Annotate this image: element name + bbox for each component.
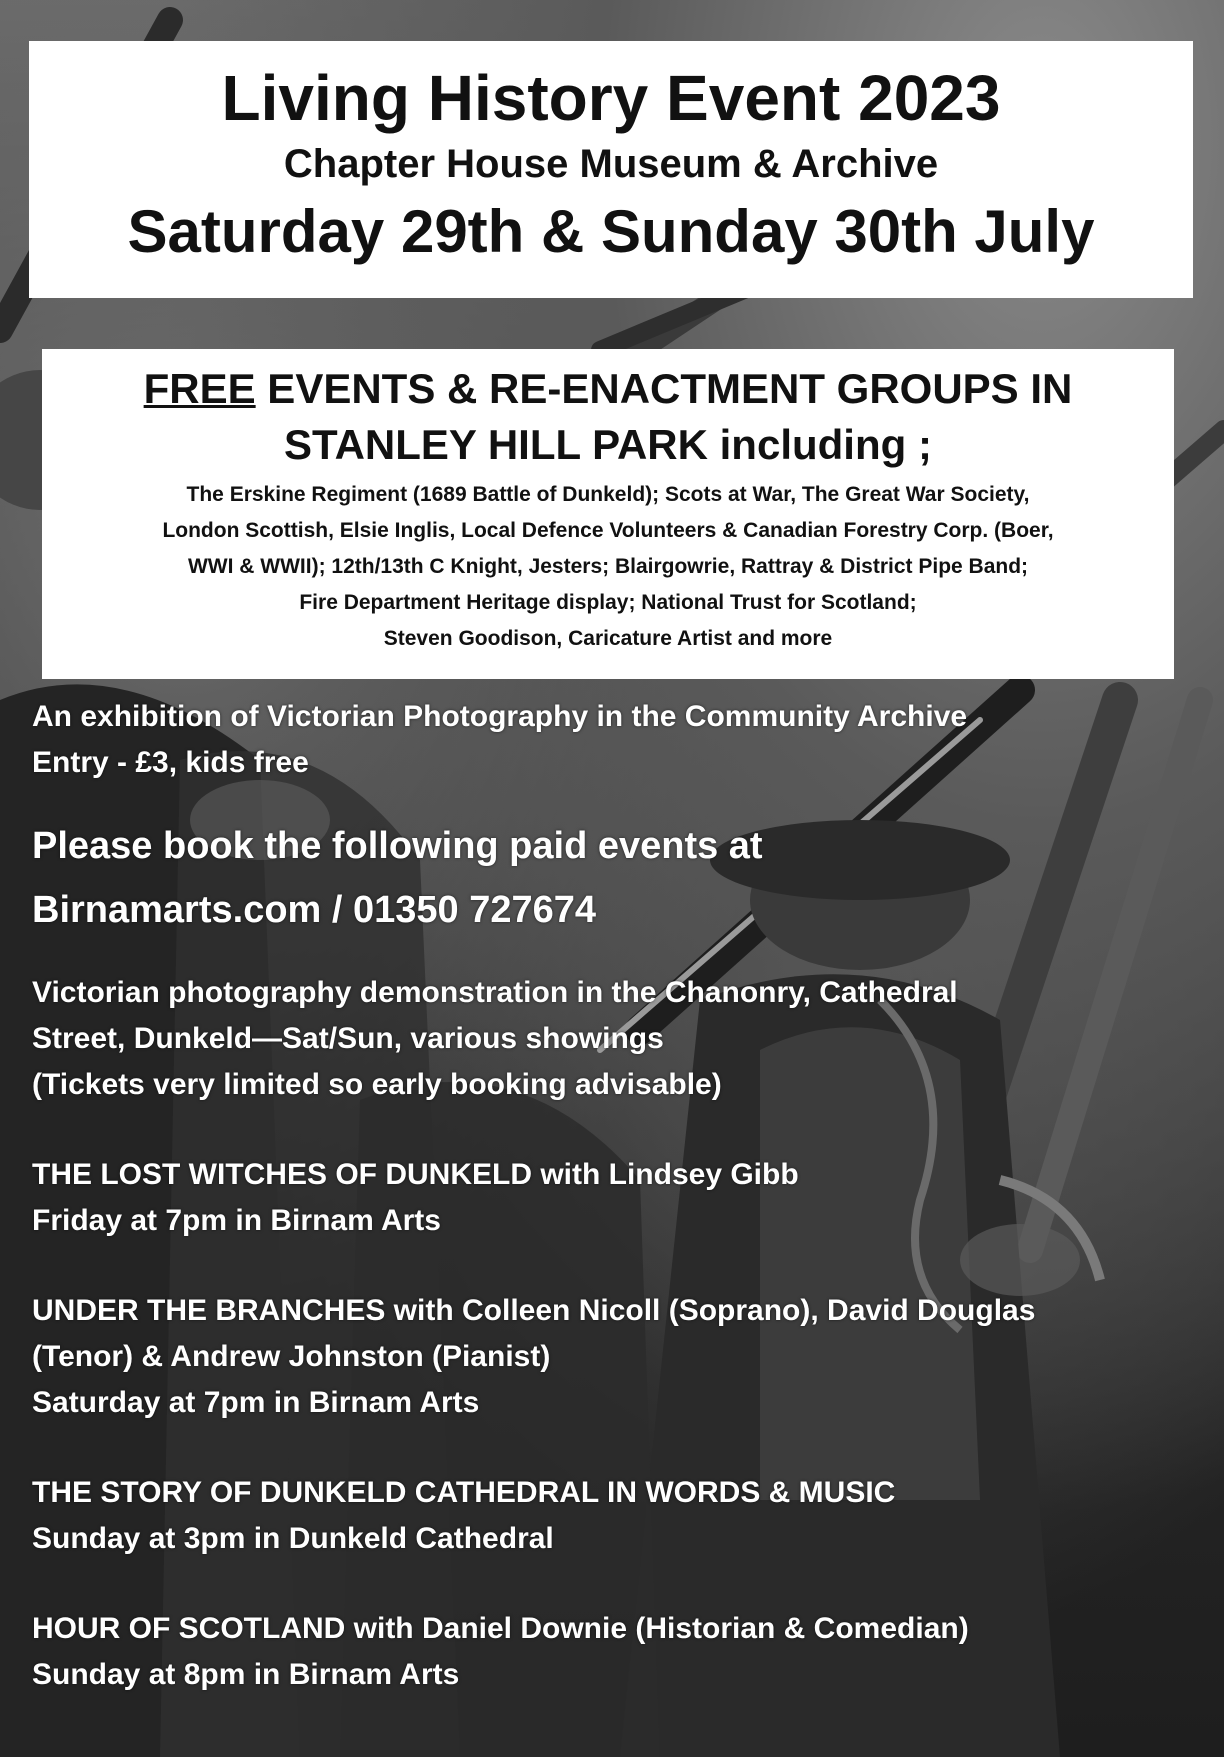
groups-list-line: WWI & WWII); 12th/13th C Knight, Jesters; Blairgowrie, Rattray & District Pipe Band; bbox=[187, 555, 1029, 578]
free-events-box bbox=[42, 349, 1174, 679]
groups-list-line: The Erskine Regiment (1689 Battle of Dunkeld); Scots at War, The Great War Society, bbox=[186, 483, 1030, 506]
entry-price: Entry - £3, kids free bbox=[32, 746, 309, 779]
free-events-heading-rest: EVENTS & RE-ENACTMENT GROUPS IN bbox=[255, 365, 1073, 412]
free-word: FREE bbox=[143, 365, 256, 412]
event-line: Saturday at 7pm in Birnam Arts bbox=[32, 1386, 480, 1419]
event-line: (Tickets very limited so early booking advisable) bbox=[32, 1068, 722, 1101]
event-item bbox=[32, 970, 1035, 1108]
event-line: THE STORY OF DUNKELD CATHEDRAL IN WORDS & MUSIC bbox=[32, 1476, 896, 1509]
event-item bbox=[32, 1152, 1035, 1244]
event-line: (Tenor) & Andrew Johnston (Pianist) bbox=[32, 1340, 551, 1373]
groups-list bbox=[42, 477, 1174, 657]
free-events-heading bbox=[42, 361, 1174, 417]
title-box bbox=[29, 41, 1193, 298]
free-events-heading-line2: STANLEY HILL PARK including ; bbox=[284, 421, 932, 468]
event-line: Victorian photography demonstration in the Chanonry, Cathedral bbox=[32, 976, 958, 1009]
event-line: Sunday at 8pm in Birnam Arts bbox=[32, 1658, 460, 1691]
venue-subtitle: Chapter House Museum & Archive bbox=[283, 142, 939, 186]
booking-heading: Please book the following paid events at bbox=[32, 825, 763, 867]
event-line: Friday at 7pm in Birnam Arts bbox=[32, 1204, 441, 1237]
groups-list-line: London Scottish, Elsie Inglis, Local Defence Volunteers & Canadian Forestry Corp. (Boer, bbox=[162, 519, 1054, 542]
event-line: HOUR OF SCOTLAND with Daniel Downie (Historian & Comedian) bbox=[32, 1612, 969, 1645]
event-item bbox=[32, 1606, 1035, 1698]
event-line: THE LOST WITCHES OF DUNKELD with Lindsey Gibb bbox=[32, 1158, 799, 1191]
event-details bbox=[32, 694, 1035, 1698]
event-line: Street, Dunkeld—Sat/Sun, various showings bbox=[32, 1022, 664, 1055]
booking-contact: Birnamarts.com / 01350 727674 bbox=[32, 889, 597, 931]
event-line: UNDER THE BRANCHES with Colleen Nicoll (Soprano), David Douglas bbox=[32, 1294, 1036, 1327]
event-line: Sunday at 3pm in Dunkeld Cathedral bbox=[32, 1522, 554, 1555]
event-dates: Saturday 29th & Sunday 30th July bbox=[127, 198, 1095, 265]
groups-list-line: Steven Goodison, Caricature Artist and more bbox=[383, 627, 833, 650]
event-title: Living History Event 2023 bbox=[221, 62, 1001, 134]
event-item bbox=[32, 1288, 1035, 1426]
exhibition-text: An exhibition of Victorian Photography in the Community Archive bbox=[32, 700, 968, 733]
groups-list-line: Fire Department Heritage display; National Trust for Scotland; bbox=[299, 591, 917, 614]
event-item bbox=[32, 1470, 1035, 1562]
